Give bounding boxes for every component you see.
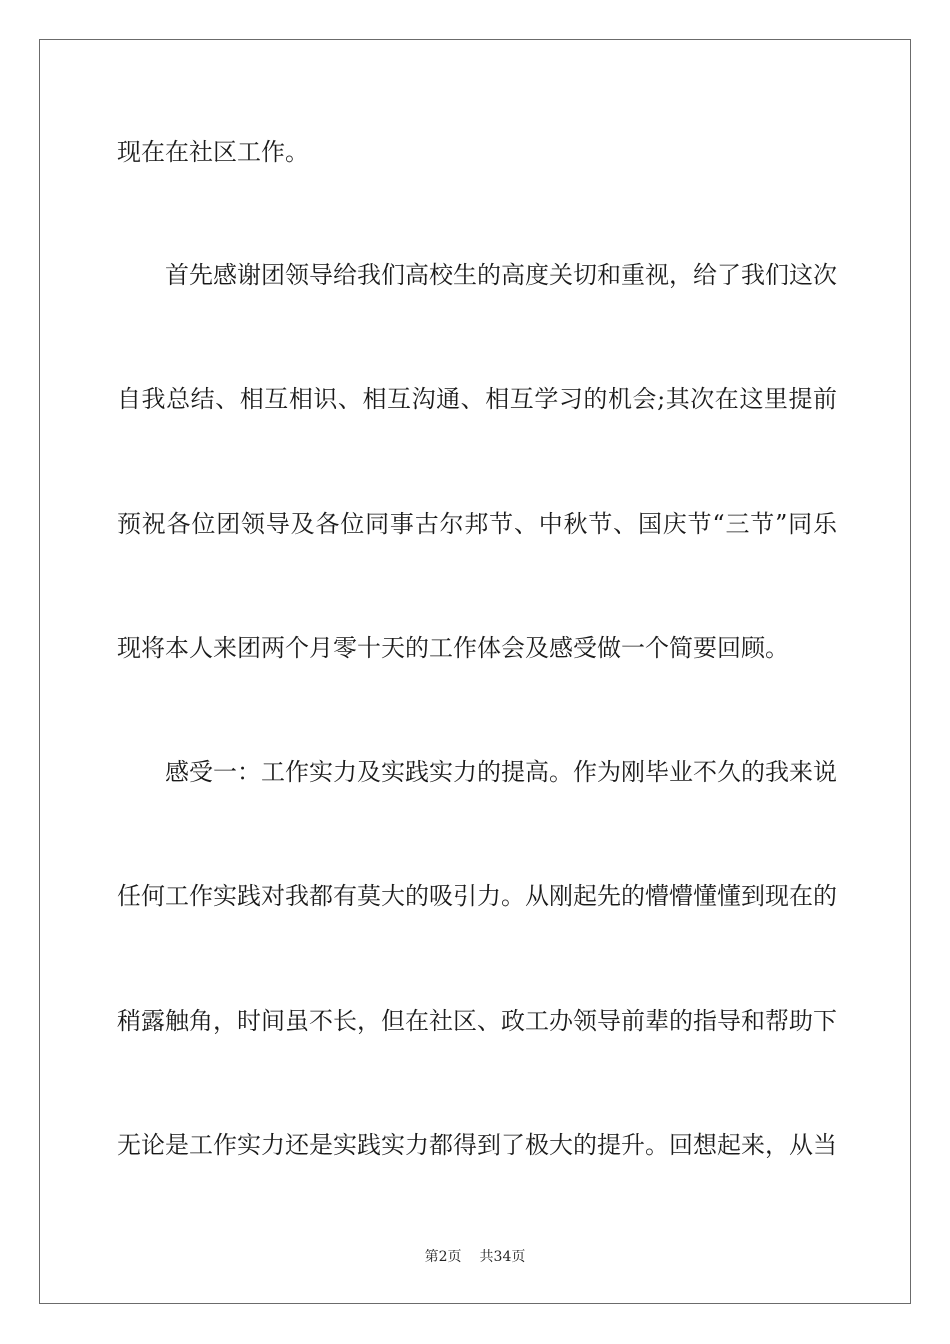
page-frame (39, 39, 911, 1304)
body-line-4: 预祝各位团领导及各位同事古尔邦节、中秋节、国庆节“三节”同乐 (117, 510, 837, 538)
body-line-8: 稍露触角，时间虽不长，但在社区、政工办领导前辈的指导和帮助下 (117, 1007, 837, 1035)
page-total: 共34页 (479, 1249, 526, 1265)
page-number: 第2页 (424, 1249, 462, 1265)
body-line-6: 感受一：工作实力及实践实力的提高。作为刚毕业不久的我来说 (165, 758, 837, 786)
body-line-1: 现在在社区工作。 (117, 138, 309, 166)
body-line-5: 现将本人来团两个月零十天的工作体会及感受做一个简要回顾。 (117, 634, 789, 662)
body-line-7: 任何工作实践对我都有莫大的吸引力。从刚起先的懵懵懂懂到现在的 (117, 882, 837, 910)
page-footer (0, 1248, 950, 1266)
body-line-2: 首先感谢团领导给我们高校生的高度关切和重视，给了我们这次 (165, 261, 837, 289)
body-line-9: 无论是工作实力还是实践实力都得到了极大的提升。回想起来，从当 (117, 1131, 837, 1159)
body-line-3: 自我总结、相互相识、相互沟通、相互学习的机会;其次在这里提前 (117, 385, 837, 413)
